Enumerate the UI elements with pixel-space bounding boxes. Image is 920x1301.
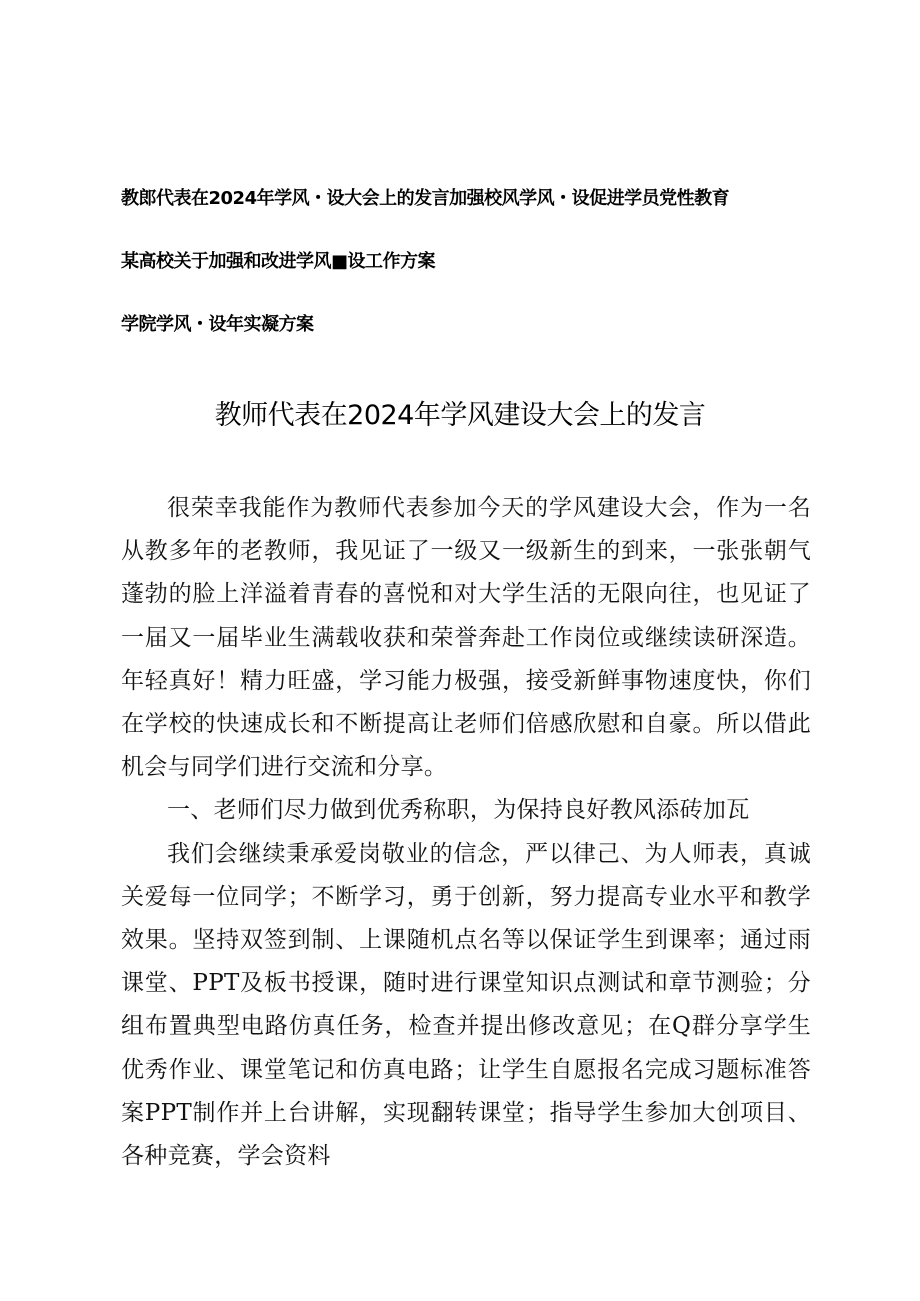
toc-item-2[interactable]: 某高校关于加强和改进学风■设工作方案 (121, 251, 436, 272)
document-body (121, 487, 811, 1178)
paragraph-intro: 很荣幸我能作为教师代表参加今天的学风建设大会，作为一名从教多年的老教师，我见证了一级又一级新生的到来，一张张朝气蓬勃的脸上洋溢着青春的喜悦和对大学生活的无限向往，也见证了一届又一届毕业生满载收获和荣誉奔赴工作岗位或继续读研深造。年轻真好！精力旺盛，学习能力极强，接受新鲜事物速度快，你们在学校的快速成长和不断提高让老师们倍感欣慰和自豪。所以借此机会与同学们进行交流和分享。 (121, 495, 811, 781)
table-of-contents (121, 186, 841, 338)
document-title: 教师代表在2024年学风建设大会上的发言 (214, 400, 706, 431)
toc-item-3[interactable]: 学院学风・设年实凝方案 (121, 314, 314, 335)
paragraph-section-1: 我们会继续秉承爱岗敬业的信念，严以律己、为人师表，真诚关爱每一位同学；不断学习，勇于创新，努力提高专业水平和教学效果。坚持双签到制、上课随机点名等以保证学生到课率；通过雨课堂、PPT及板书授课，随时进行课堂知识点测试和章节测验；分组布置典型电路仿真任务，检查并提出修改意见；在Q群分享学生优秀作业、课堂笔记和仿真电路；让学生自愿报名完成习题标准答案PPT制作并上台讲解，实现翻转课堂；指导学生参加大创项目、各种竞赛，学会资料 (121, 840, 811, 1170)
section-heading-1: 一、老师们尽力做到优秀称职，为保持良好教风添砖加瓦 (167, 797, 750, 824)
toc-item-1[interactable]: 教郎代表在2024年学风・设大会上的发言加强校风学风・设促进学员党性教育 (121, 188, 730, 209)
